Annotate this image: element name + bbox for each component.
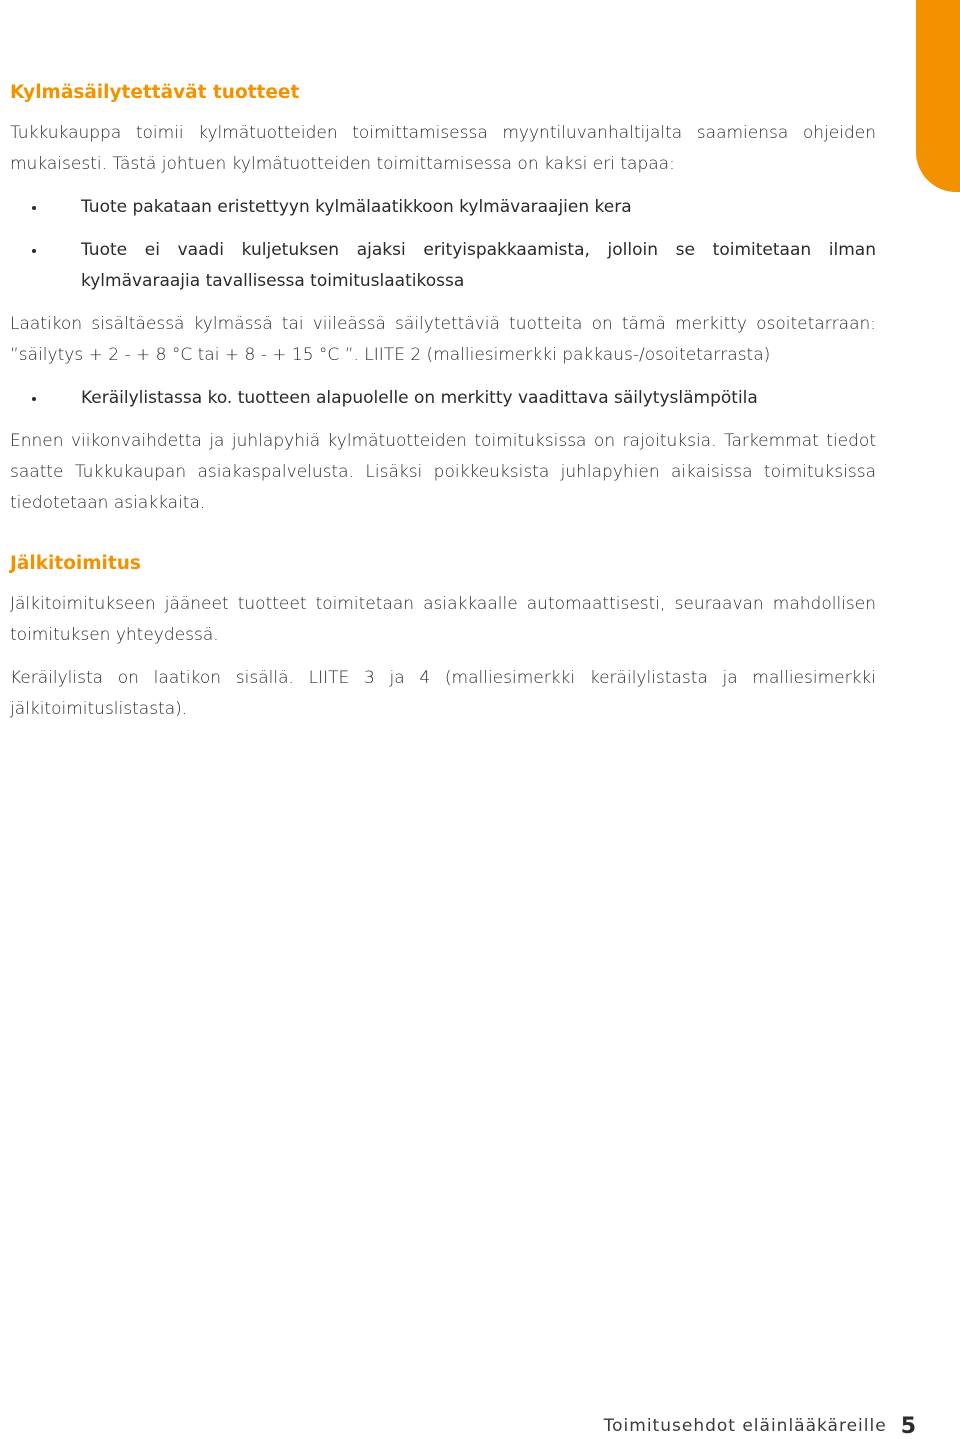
list-item-text: Tuote ei vaadi kuljetuksen ajaksi erityispakkaamista, jolloin se toimitetaan ilman kylmävaraajia tavallisessa toimituslaatikossa — [81, 240, 876, 291]
list-item-text: Keräilylistassa ko. tuotteen alapuolelle on merkitty vaadittava säilytyslämpötila — [81, 388, 758, 408]
footer-document-title: Toimitusehdot eläinlääkäreille — [603, 1416, 887, 1436]
picking-list-notes — [10, 383, 876, 414]
section-heading-backorder: Jälkitoimitus — [10, 553, 141, 574]
page-number: 5 — [900, 1413, 916, 1439]
orange-corner-tab — [916, 0, 960, 192]
page-content — [10, 78, 876, 737]
backorder-paragraph-2: Keräilylista on laatikon sisällä. LIITE 3 ja 4 (malliesimerkki keräilylistasta ja malliesimerkki jälkitoimituslistasta). — [10, 668, 876, 719]
cold-storage-intro: Tukkukauppa toimii kylmätuotteiden toimittamisessa myyntiluvanhaltijalta saamiensa ohjeiden mukaisesti. Tästä johtuen kylmätuotteiden toimittamisessa on kaksi eri tapaa: — [10, 123, 876, 174]
list-item-text: Tuote pakataan eristettyyn kylmälaatikkoon kylmävaraajien kera — [81, 197, 632, 217]
bullet-icon — [32, 249, 36, 253]
holiday-restrictions-paragraph: Ennen viikonvaihdetta ja juhlapyhiä kylmätuotteiden toimituksissa on rajoituksia. Tarkemmat tiedot saatte Tukkukaupan asiakaspalvelusta. Lisäksi poikkeuksista juhlapyhien aikaisissa toimituksissa tiedotetaan asiakkaita. — [10, 431, 876, 513]
list-item — [10, 235, 876, 297]
page-footer — [604, 1414, 916, 1438]
delivery-methods-list — [10, 192, 876, 297]
labeling-paragraph: Laatikon sisältäessä kylmässä tai viileässä säilytettäviä tuotteita on tämä merkitty osoitetarraan: ”säilytys + 2 - + 8 °C tai + 8 - + 15 °C ”. LIITE 2 (malliesimerkki pakkaus-/osoitetarrasta) — [10, 314, 876, 365]
backorder-section — [10, 549, 876, 725]
section-heading-cold-storage: Kylmäsäilytettävät tuotteet — [10, 82, 300, 103]
bullet-icon — [32, 397, 36, 401]
backorder-paragraph-1: Jälkitoimitukseen jääneet tuotteet toimitetaan asiakkaalle automaattisesti, seuraavan mahdollisen toimituksen yhteydessä. — [10, 594, 876, 645]
list-item — [10, 192, 876, 223]
bullet-icon — [32, 206, 36, 210]
list-item — [10, 383, 876, 414]
